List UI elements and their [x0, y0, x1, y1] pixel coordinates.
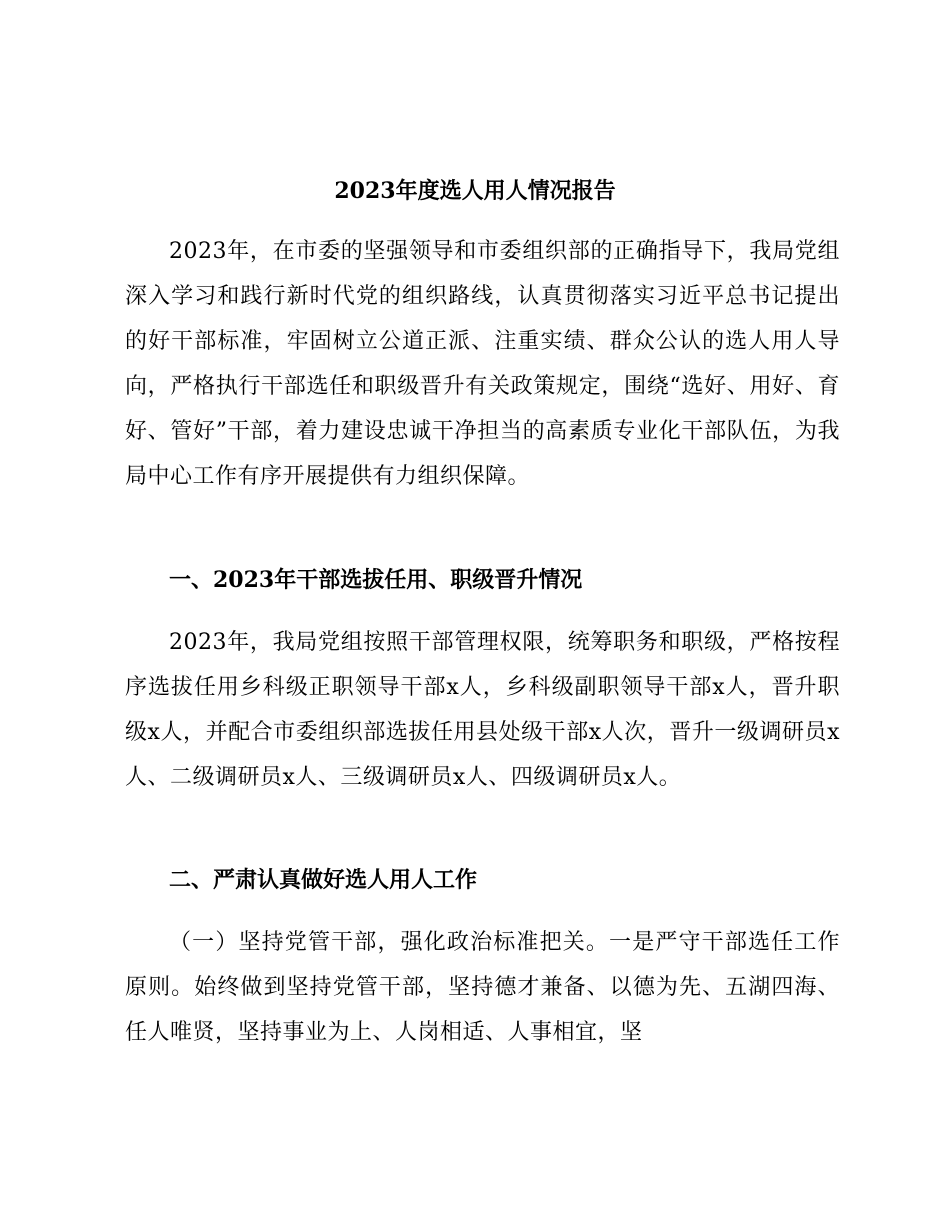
section-1-paragraph: 2023年，我局党组按照干部管理权限，统筹职务和职级，严格按程序选拔任用乡科级正职领导干部x人，乡科级副职领导干部x人，晋升职级x人，并配合市委组织部选拔任用县处级干部x人次，晋升一级调研员x人、二级调研员x人、三级调研员x人、四级调研员x人。	[125, 630, 840, 790]
intro-paragraph: 2023年，在市委的坚强领导和市委组织部的正确指导下，我局党组深入学习和践行新时代党的组织路线，认真贯彻落实习近平总书记提出的好干部标准，牢固树立公道正派、注重实绩、群众公认的选人用人导向，严格执行干部选任和职级晋升有关政策规定，围绕“选好、用好、育好、管好”干部，着力建设忠诚干净担当的高素质专业化干部队伍，为我局中心工作有序开展提供有力组织保障。	[125, 239, 840, 489]
document-title: 2023年度选人用人情况报告	[334, 178, 616, 204]
section-1-heading: 一、2023年干部选拔任用、职级晋升情况	[169, 567, 583, 593]
section-2-heading: 二、严肃认真做好选人用人工作	[169, 867, 478, 893]
section-2-paragraph: （一）坚持党管干部，强化政治标准把关。一是严守干部选任工作原则。始终做到坚持党管干部，坚持德才兼备、以德为先、五湖四海、任人唯贤，坚持事业为上、人岗相适、人事相宜，坚	[125, 930, 840, 1045]
